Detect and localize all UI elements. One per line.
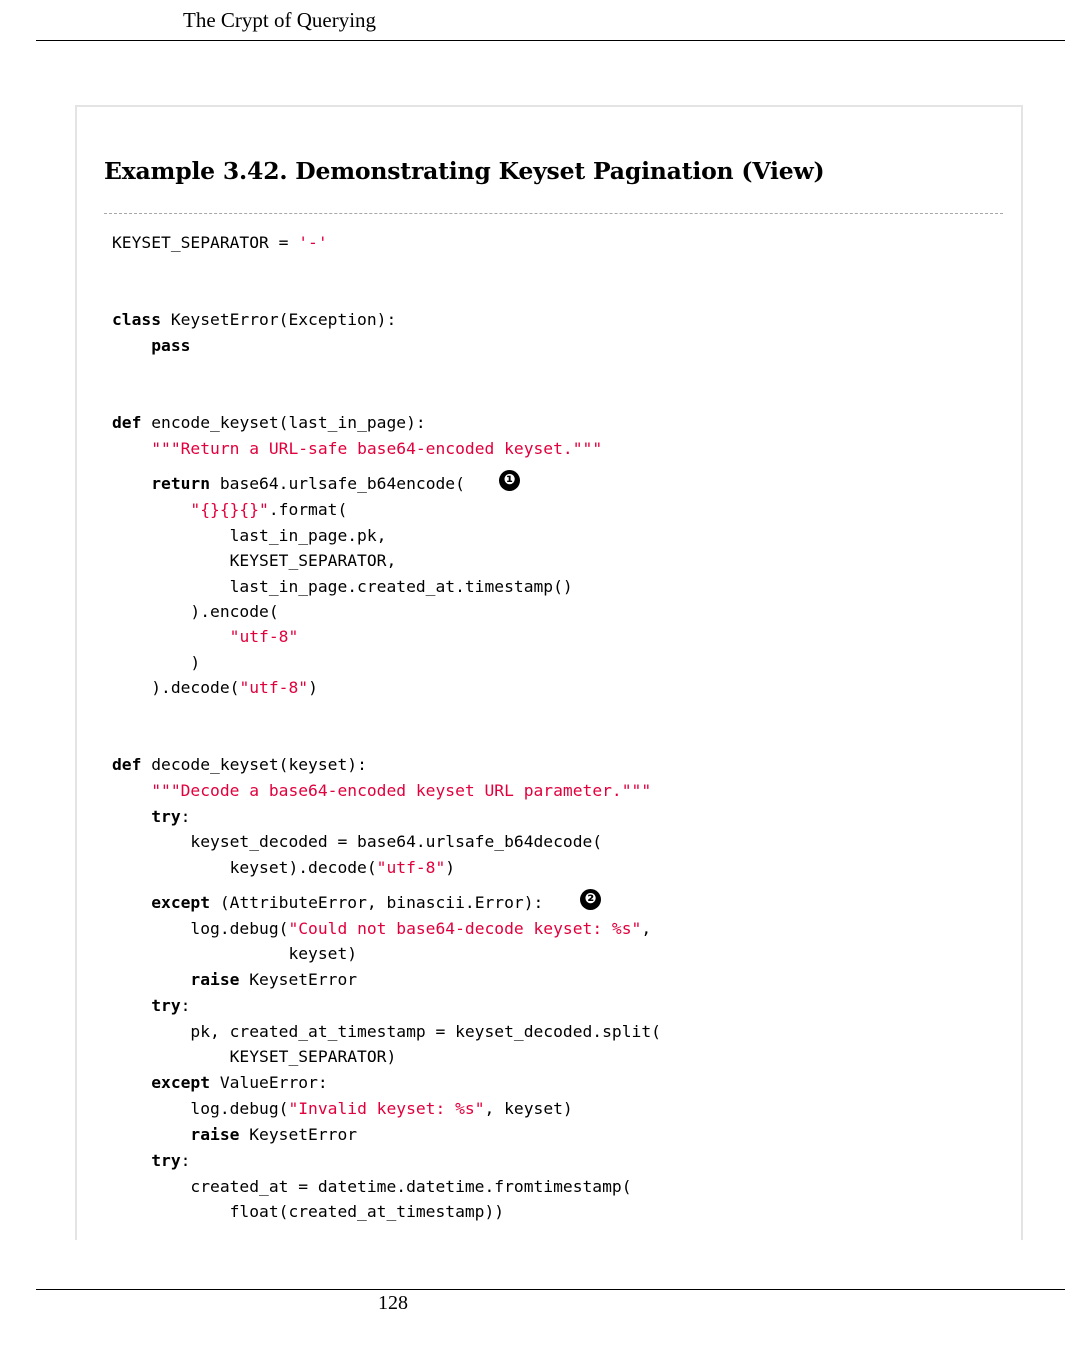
code-string: "utf-8" xyxy=(229,627,299,646)
code-keyword: return xyxy=(151,474,211,493)
example-title: Example 3.42. Demonstrating Keyset Pagination (View) xyxy=(104,157,825,185)
code-keyword: raise xyxy=(190,970,240,989)
code-token: , keyset) xyxy=(484,1099,573,1118)
code-token xyxy=(112,627,230,646)
code-line xyxy=(112,549,396,573)
code-string: "Could not base64-decode keyset: %s" xyxy=(288,919,642,938)
code-line xyxy=(112,968,357,992)
code-line xyxy=(112,753,367,777)
code-line xyxy=(112,1071,328,1095)
code-line xyxy=(112,1200,504,1224)
code-token: ) xyxy=(445,858,456,877)
code-token: encode_keyset(last_in_page): xyxy=(141,413,426,432)
callout-2-icon: ❷ xyxy=(580,889,601,910)
code-token xyxy=(112,893,151,912)
code-token: ) xyxy=(308,678,318,697)
example-box xyxy=(75,105,1023,1240)
code-line xyxy=(112,1175,632,1199)
code-line xyxy=(112,437,602,461)
code-token: .format( xyxy=(268,500,348,519)
code-string: """Decode a base64-encoded keyset URL parameter.""" xyxy=(151,781,652,800)
code-token: keyset_decoded = base64.urlsafe_b64decode( xyxy=(112,832,603,851)
code-line xyxy=(112,1020,661,1044)
code-line xyxy=(112,1149,190,1173)
code-line xyxy=(112,676,318,700)
code-keyword: pass xyxy=(151,336,191,355)
code-token: keyset) xyxy=(112,944,358,963)
code-token: : xyxy=(180,1151,191,1170)
code-token: ).encode( xyxy=(112,602,279,621)
code-token: KEYSET_SEPARATOR = xyxy=(112,233,299,252)
code-keyword: raise xyxy=(190,1125,240,1144)
code-string: "utf-8" xyxy=(239,678,309,697)
code-token: KEYSET_SEPARATOR, xyxy=(112,551,397,570)
code-token: : xyxy=(180,996,191,1015)
code-line xyxy=(112,1097,573,1121)
code-string: "utf-8" xyxy=(376,858,446,877)
code-token xyxy=(112,336,151,355)
code-string: """Return a URL-safe base64-encoded keyset.""" xyxy=(151,439,603,458)
code-line xyxy=(112,917,651,941)
header-rule xyxy=(36,40,1065,41)
code-token: (AttributeError, binascii.Error): xyxy=(210,893,544,912)
code-token: KeysetError xyxy=(239,970,358,989)
running-header: The Crypt of Querying xyxy=(183,8,377,32)
code-string: '-' xyxy=(298,233,328,252)
code-token: decode_keyset(keyset): xyxy=(141,755,367,774)
code-token xyxy=(112,1125,190,1144)
code-line xyxy=(112,1123,357,1147)
code-token xyxy=(112,1073,151,1092)
code-token: last_in_page.pk, xyxy=(112,526,387,545)
code-line xyxy=(112,856,455,880)
code-keyword: def xyxy=(112,413,142,432)
code-line xyxy=(112,575,573,599)
code-token: ) xyxy=(112,653,201,672)
code-line xyxy=(112,779,651,803)
code-token: KEYSET_SEPARATOR) xyxy=(112,1047,397,1066)
code-keyword: class xyxy=(112,310,162,329)
code-token xyxy=(112,996,151,1015)
code-line xyxy=(112,830,602,854)
code-line xyxy=(112,625,298,649)
code-line xyxy=(112,411,426,435)
code-line xyxy=(112,600,279,624)
code-keyword: try xyxy=(151,1151,181,1170)
code-token: log.debug( xyxy=(112,1099,289,1118)
code-token: float(created_at_timestamp)) xyxy=(112,1202,505,1221)
code-string: "Invalid keyset: %s" xyxy=(288,1099,485,1118)
code-line xyxy=(112,498,347,522)
code-string: "{}{}{}" xyxy=(190,500,269,519)
code-keyword: except xyxy=(151,893,211,912)
code-line xyxy=(112,942,357,966)
code-keyword: try xyxy=(151,807,181,826)
code-token: last_in_page.created_at.timestamp() xyxy=(112,577,573,596)
code-token: ValueError: xyxy=(210,1073,328,1092)
code-token: keyset).decode( xyxy=(112,858,377,877)
code-line xyxy=(112,1045,396,1069)
code-token: , xyxy=(641,919,652,938)
code-token: pk, created_at_timestamp = keyset_decoded.split( xyxy=(112,1022,661,1041)
code-keyword: try xyxy=(151,996,181,1015)
footer-rule xyxy=(36,1289,1065,1290)
title-divider xyxy=(104,213,1003,214)
code-line xyxy=(112,334,190,358)
code-token: ).decode( xyxy=(112,678,240,697)
callout-1-icon: ❶ xyxy=(499,470,520,491)
code-line xyxy=(112,472,465,496)
code-token xyxy=(112,500,190,519)
code-token xyxy=(112,807,151,826)
code-line xyxy=(112,524,386,548)
code-keyword: def xyxy=(112,755,142,774)
code-token: base64.urlsafe_b64encode( xyxy=(210,474,465,493)
code-keyword: except xyxy=(151,1073,211,1092)
code-token: created_at = datetime.datetime.fromtimestamp( xyxy=(112,1177,632,1196)
code-line xyxy=(112,994,190,1018)
code-token xyxy=(112,439,151,458)
code-token: KeysetError(Exception): xyxy=(161,310,397,329)
code-token xyxy=(112,474,151,493)
page-number: 128 xyxy=(378,1292,408,1314)
code-token xyxy=(112,781,151,800)
code-token xyxy=(112,1151,151,1170)
code-line xyxy=(112,891,543,915)
code-line xyxy=(112,308,396,332)
code-token: : xyxy=(180,807,191,826)
code-token: KeysetError xyxy=(239,1125,358,1144)
code-token: log.debug( xyxy=(112,919,289,938)
code-line xyxy=(112,651,200,675)
code-token xyxy=(112,970,190,989)
code-line xyxy=(112,805,190,829)
code-line xyxy=(112,231,328,255)
